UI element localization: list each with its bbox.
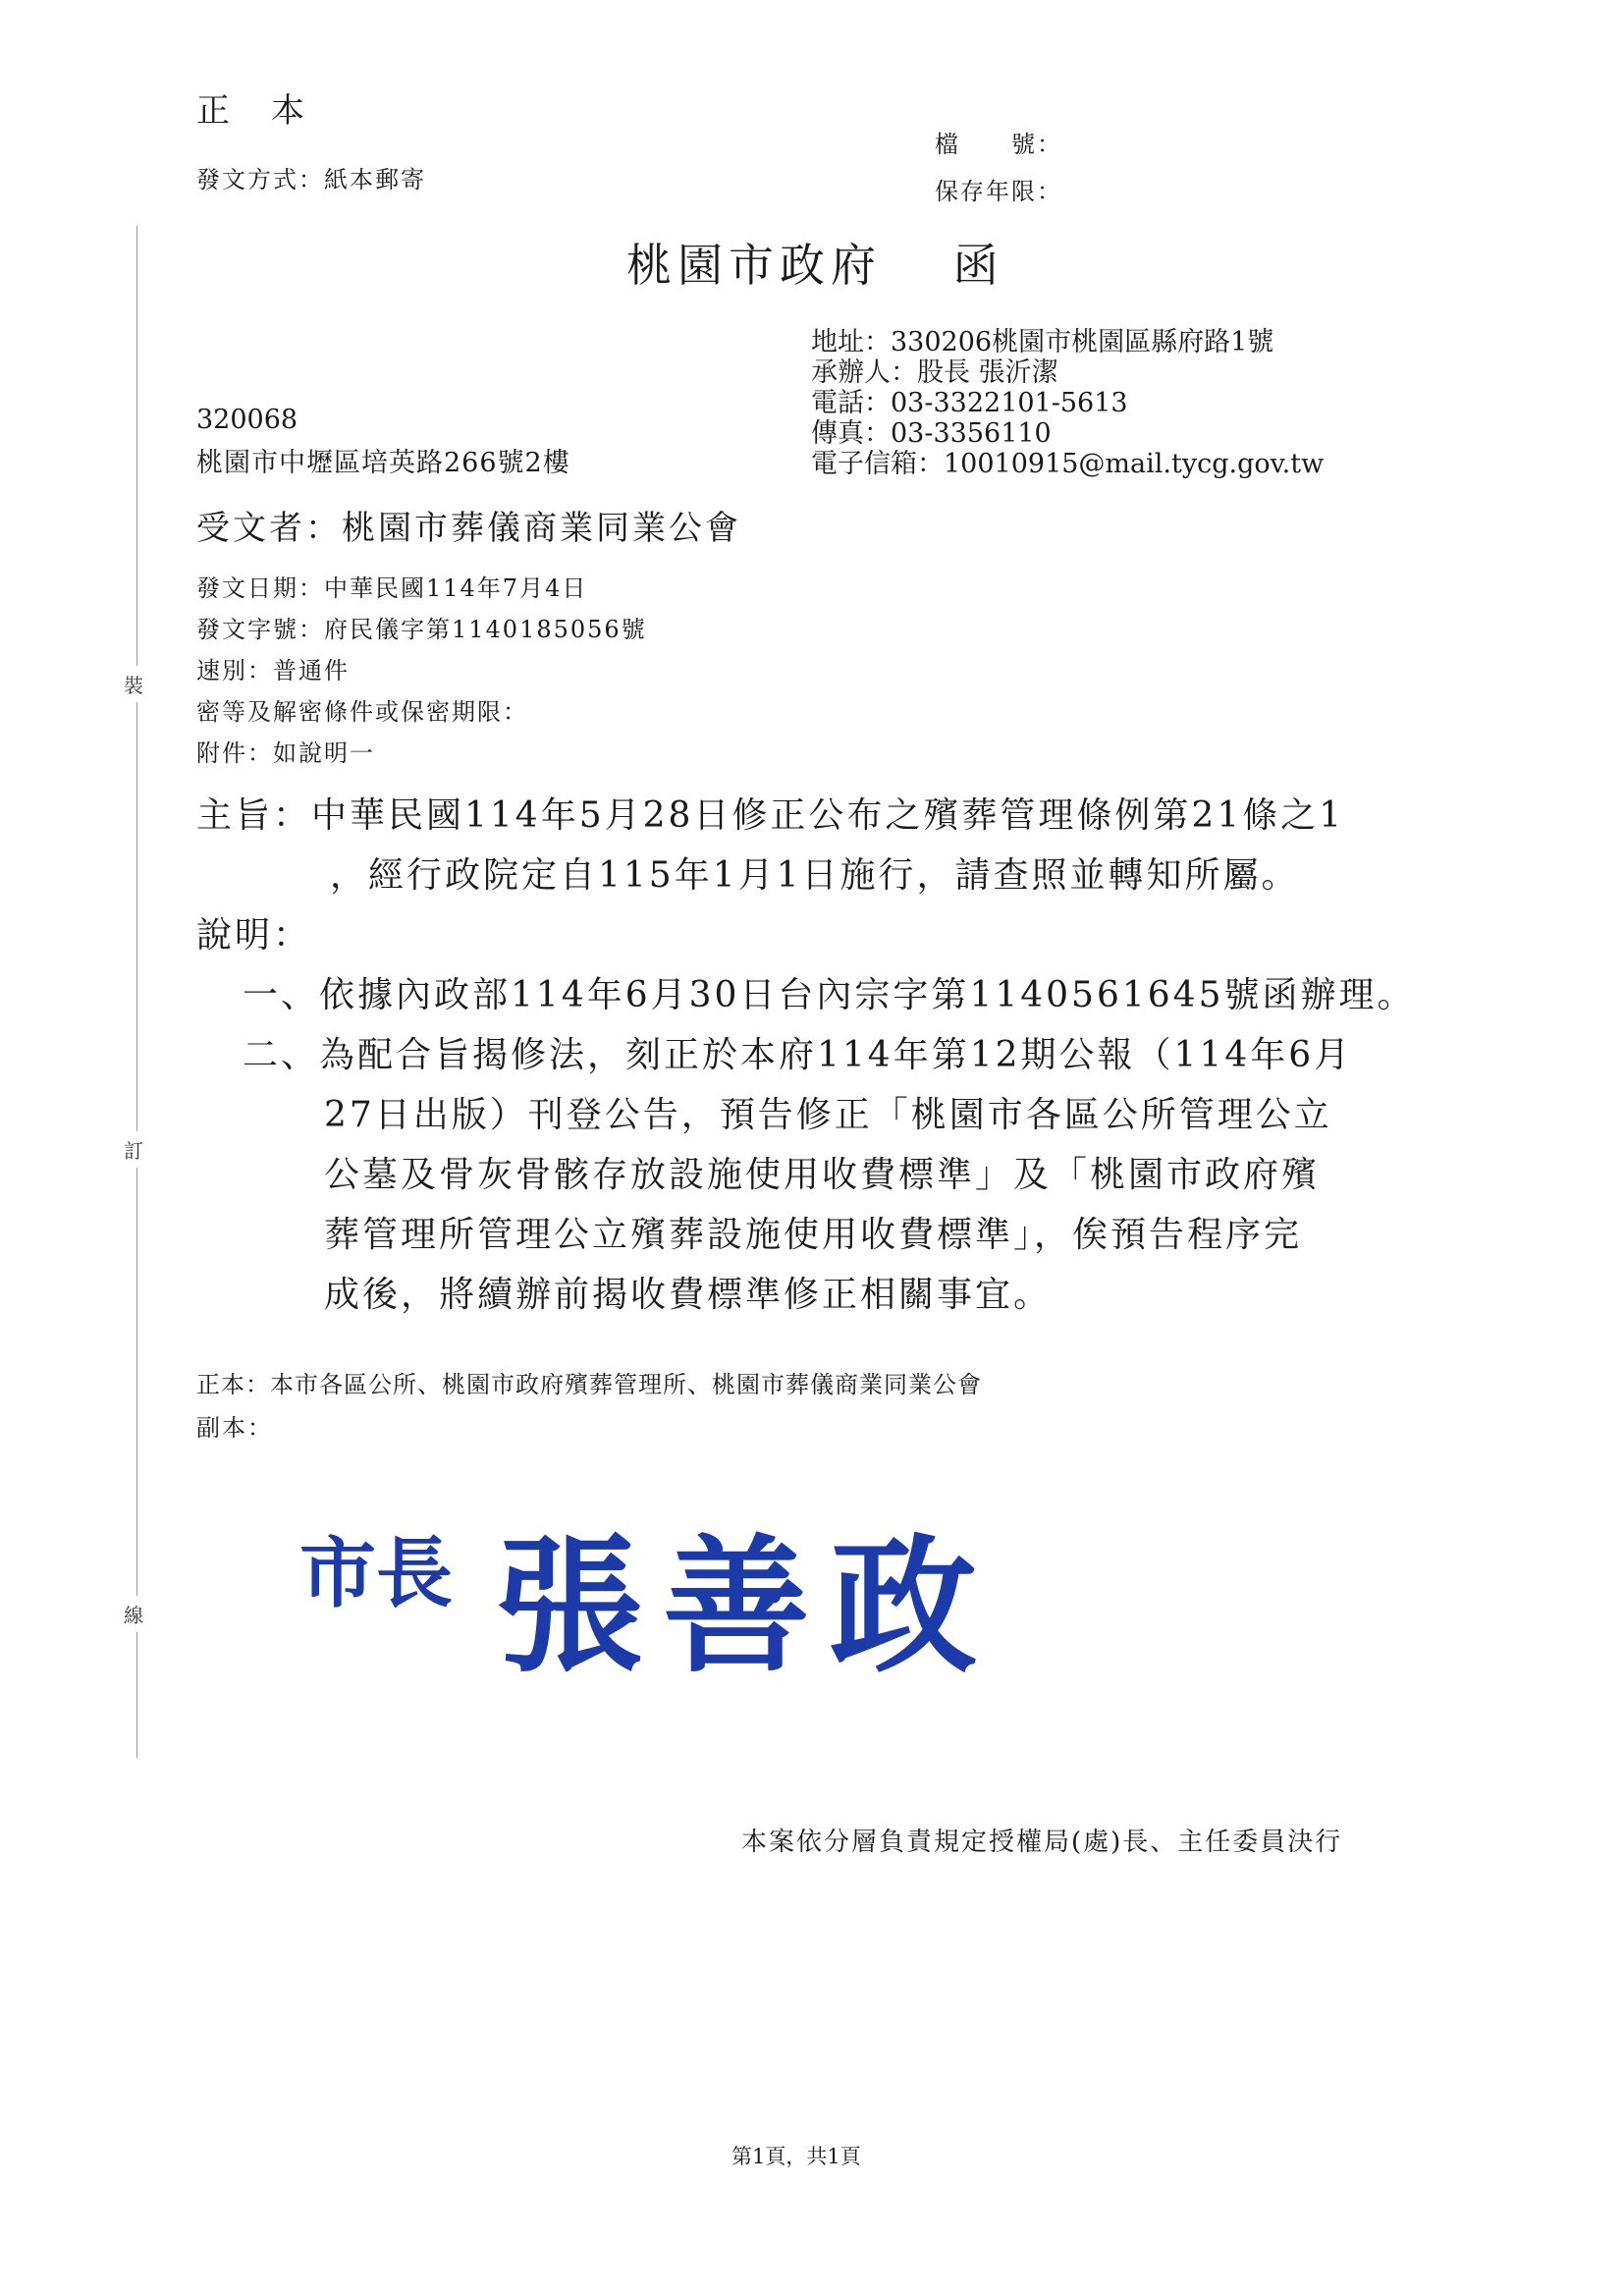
- recipient-address: 桃園市中壢區培英路266號2樓: [196, 448, 570, 478]
- dispatch-method: 發文方式：紙本郵寄: [196, 166, 426, 193]
- recipient-postal-code: 320068: [196, 405, 298, 435]
- distribution-copy: 副本：: [196, 1414, 273, 1442]
- document-number: 發文字號：府民儀字第1140185056號: [196, 616, 647, 643]
- attachment: 附件：如說明一: [196, 739, 375, 767]
- binding-line: [136, 226, 137, 1758]
- authorization-note: 本案依分層負責規定授權局(處)長、主任委員決行: [741, 1828, 1343, 1857]
- explanation-item-2-line-5: 成後，將續辦前揭收費標準修正相關事宜。: [324, 1275, 1053, 1315]
- explanation-item-2-line-4: 葬管理所管理公立殯葬設施使用收費標準」，俟預告程序完: [324, 1215, 1303, 1255]
- original-copy-mark: 正 本: [196, 91, 308, 131]
- binding-mark-zhuang: 裝: [124, 666, 143, 702]
- explanation-item-2-line-1: 二、為配合旨揭修法，刻正於本府114年第12期公報（114年6月: [243, 1035, 1353, 1075]
- page-number: 第1頁，共1頁: [731, 2145, 861, 2168]
- document-title: 桃園市政府 函: [626, 239, 1004, 292]
- subject-line-2: ，經行政院定自115年1月1日施行，請查照並轉知所屬。: [330, 855, 1300, 896]
- mayor-signature-stamp: 張善政: [496, 1520, 998, 1693]
- recipient: 受文者：桃園市葬儀商業同業公會: [196, 509, 741, 548]
- file-number: 檔 號：: [935, 131, 1062, 158]
- secrecy-level: 密等及解密條件或保密期限：: [196, 698, 528, 726]
- distribution-original: 正本：本市各區公所、桃園市政府殯葬管理所、桃園市葬儀商業同業公會: [196, 1371, 982, 1398]
- explanation-heading: 說明：: [196, 915, 312, 956]
- mayor-title-stamp: 市長: [299, 1529, 454, 1618]
- sender-fax: 傳真：03-3356110: [811, 418, 1052, 449]
- explanation-item-2-line-2: 27日出版）刊登公告，預告修正「桃園市各區公所管理公立: [324, 1095, 1332, 1135]
- sender-handler: 承辦人：股長 張沂潔: [811, 357, 1058, 388]
- sender-block: [811, 327, 1324, 479]
- sender-phone: 電話：03-3322101-5613: [811, 388, 1128, 418]
- delivery-speed: 速別：普通件: [196, 657, 350, 684]
- retention-period: 保存年限：: [935, 178, 1062, 205]
- subject-line-1: 主旨：中華民國114年5月28日修正公布之殯葬管理條例第21條之1: [196, 795, 1345, 836]
- explanation-item-1: 一、依據內政部114年6月30日台內宗字第1140561645號函辦理。: [243, 975, 1416, 1015]
- sender-email: 電子信箱：10010915@mail.tycg.gov.tw: [811, 449, 1325, 479]
- sender-address: 地址：330206桃園市桃園區縣府路1號: [811, 327, 1274, 357]
- explanation-item-2-line-3: 公墓及骨灰骨骸存放設施使用收費標準」及「桃園市政府殯: [324, 1155, 1321, 1195]
- issue-date: 發文日期：中華民國114年7月4日: [196, 574, 588, 602]
- binding-mark-xian: 線: [124, 1596, 143, 1632]
- binding-mark-ding: 訂: [124, 1131, 143, 1168]
- document-meta: [196, 568, 647, 774]
